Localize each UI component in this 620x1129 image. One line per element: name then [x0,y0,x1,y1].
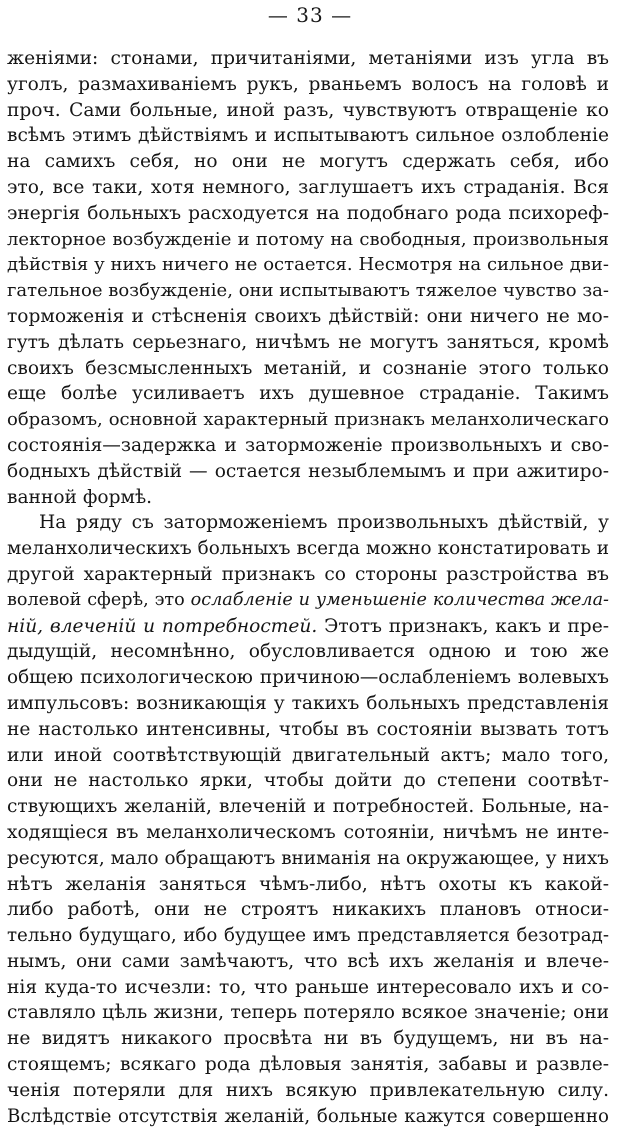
text-line: на самихъ себя, но они не могутъ сдержать себя, ибо [7,151,609,173]
text-line: женіями: стонами, причитаніями, метаніями изъ угла въ [7,48,609,69]
text-line: нія куда-то исчезли: то, что раньше интересовало ихъ и со- [7,976,609,998]
text-segment: волевой сферѣ, это [7,589,185,610]
text-line: импульсовъ: возникающія у такихъ больныхъ представленія [7,692,609,714]
text-line: это, все таки, хотя немного, заглушаетъ ихъ страданія. Вся [7,176,609,198]
text-line: торможенія и стѣсненія своихъ дѣйствій: они ничего не мо- [7,305,609,327]
text-line: образомъ, основной характерный признакъ меланхолическаго [7,409,609,431]
text-line: общею психологическою причиною—ослабленіемъ волевыхъ [7,667,609,689]
text-line: еще болѣе усиливаетъ ихъ душевное страданіе. Такимъ [7,383,609,405]
text-line-with-italic [7,588,609,614]
text-line: нымъ, они сами замѣчаютъ, что всѣ ихъ желанія и влече- [7,950,609,972]
text-line: ходящіеся въ меланхолическомъ сотояніи, ничѣмъ не инте- [7,821,609,843]
text-line: ресуются, мало обращаютъ вниманія на окружающее, у нихъ [7,847,609,869]
text-line: бодныхъ дѣйствій — остается незыблемымъ и при ажитиро- [7,460,609,482]
text-line: ченія потеряли для нихъ всякую привлекательную силу. [7,1079,609,1101]
text-line: гательное возбужденіе, они испытываютъ тяжелое чувство за- [7,280,609,302]
text-line: своихъ безсмысленныхъ метаній, и сознаніе этого только [7,357,609,379]
page-body-text [7,46,609,1129]
text-line: всѣмъ этимъ дѣйствіямъ и испытываютъ сильное озлобленіе [7,125,609,147]
text-line: или иной соотвѣтствующій двигательный актъ; мало того, [7,744,609,766]
text-line: тельно будущаго, ибо будущее имъ представляется безотрад- [7,925,609,947]
text-line-with-italic [7,614,609,640]
text-line: не настолько интенсивны, чтобы въ состояніи вызвать тотъ [7,718,609,740]
text-line: уголъ, размахиваніемъ рукъ, рваньемъ волосъ на головѣ и [7,73,609,95]
text-line: состоянія—задержка и заторможеніе произвольныхъ и сво- [7,434,609,456]
italic-emphasis: ослабленіе и уменьшеніе количества жела- [190,589,610,610]
text-line: ствующихъ желаній, влеченій и потребностей. Больные, на- [7,796,609,818]
text-line: Вслѣдствіе отсутствія желаній, больные кажутся совершенно [7,1105,609,1127]
text-line: проч. Сами больные, иной разъ, чувствуютъ отвращеніе ко [7,99,609,121]
text-line: они не настолько ярки, чтобы дойти до степени соотвѣт- [7,770,609,792]
text-line: ставляло цѣль жизни, теперь потеряло всякое значеніе; они [7,1002,609,1024]
text-segment: Этотъ признакъ, какъ и пре- [324,615,609,637]
text-line: стоящемъ; всякаго рода дѣловыя занятія, забавы и развле- [7,1054,609,1076]
italic-emphasis: ній, влеченій и потребностей. [7,615,318,637]
text-line: дыдущій, несомнѣнно, обусловливается одною и тою же [7,641,609,663]
text-line: не видятъ никакого просвѣта ни въ будущемъ, ни въ на- [7,1028,609,1050]
text-line: лекторное возбужденіе и потому на свободныя, произвольныя [7,228,609,250]
page-number: — 33 — [267,3,353,27]
text-line: гутъ дѣлать серьезнаго, ничѣмъ не могутъ заняться, кромѣ [7,331,609,353]
text-line: другой характерный признакъ со стороны разстройства въ [7,563,609,585]
text-line: нѣтъ желанія заняться чѣмъ-либо, нѣтъ охоты къ какой- [7,873,609,895]
text-line: энергія больныхъ расходуется на подобнаго рода психореф- [7,202,609,224]
paragraph-end-line: ванной формѣ. [7,486,153,508]
text-line: меланхолическихъ больныхъ всегда можно констатировать и [7,538,609,560]
paragraph-start-line: На ряду съ заторможеніемъ произвольныхъ дѣйствій, у [39,512,609,534]
text-line: либо работѣ, они не строятъ никакихъ плановъ относи- [7,899,609,921]
text-line: дѣйствія у нихъ ничего не остается. Несмотря на сильное дви- [7,254,609,276]
